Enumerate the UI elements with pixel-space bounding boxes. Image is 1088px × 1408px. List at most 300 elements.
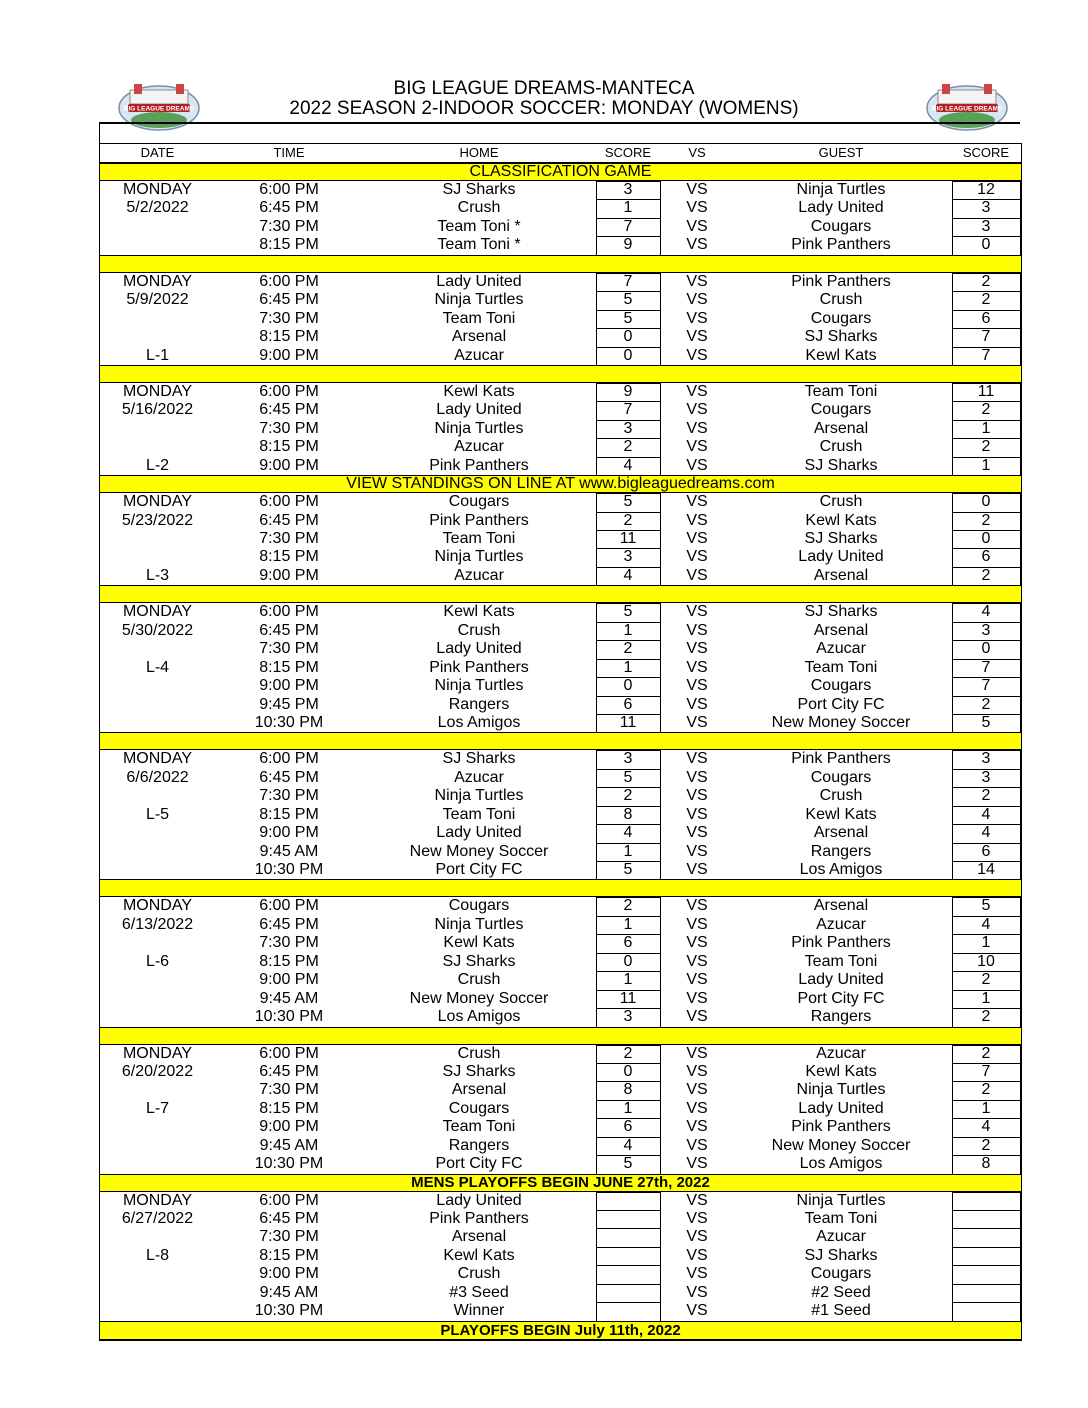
guest-score-cell: 1: [981, 1099, 991, 1117]
column-header-home: HOME: [459, 145, 499, 160]
guest-team-cell: New Money Soccer: [771, 713, 911, 731]
guest-team-cell: Pink Panthers: [791, 750, 891, 768]
guest-score-cell: 3: [981, 217, 991, 235]
guest-score-cell: 2: [981, 1008, 991, 1026]
game-row: [100, 347, 1021, 365]
time-cell: 6:00 PM: [259, 493, 319, 511]
vs-cell: VS: [686, 695, 708, 713]
date-cell: 6/20/2022: [121, 1062, 194, 1080]
home-score-cell: 2: [623, 438, 633, 456]
game-row: [100, 990, 1021, 1008]
date-cell: 5/2/2022: [126, 199, 189, 217]
vs-cell: VS: [686, 640, 708, 658]
date-cell: 5/23/2022: [121, 511, 194, 529]
home-score-cell: 6: [623, 1118, 633, 1136]
home-team-cell: Ninja Turtles: [434, 677, 524, 695]
vs-cell: VS: [686, 309, 708, 327]
home-team-cell: Team Toni: [442, 805, 516, 823]
vs-cell: VS: [686, 1228, 708, 1246]
page-title: BIG LEAGUE DREAMS-MANTECA: [393, 78, 695, 99]
guest-score-box: [952, 1210, 1021, 1229]
guest-score-box: [952, 1192, 1021, 1211]
date-cell: L-4: [145, 658, 170, 676]
section-banner: [100, 879, 1021, 897]
section-banner: VIEW STANDINGS ON LINE AT www.bigleaguedreams.com: [100, 475, 1021, 493]
home-team-cell: Ninja Turtles: [434, 787, 524, 805]
guest-score-cell: 5: [981, 897, 991, 915]
home-score-cell: 1: [623, 199, 633, 217]
vs-cell: VS: [686, 713, 708, 731]
guest-score-cell: 1: [981, 934, 991, 952]
date-cell: 5/30/2022: [121, 621, 194, 639]
home-team-cell: Kewl Kats: [443, 382, 515, 400]
guest-score-cell: 0: [981, 493, 991, 511]
time-cell: 8:15 PM: [259, 952, 319, 970]
time-cell: 7:30 PM: [259, 530, 319, 547]
vs-cell: VS: [686, 1008, 708, 1026]
date-cell: L-1: [145, 346, 170, 364]
guest-score-cell: 0: [981, 530, 991, 547]
home-score-box: [596, 1210, 661, 1229]
vs-cell: VS: [686, 181, 708, 198]
guest-team-cell: Team Toni: [804, 658, 878, 676]
home-score-cell: 7: [623, 401, 633, 419]
time-cell: 6:00 PM: [259, 750, 319, 768]
home-score-cell: 9: [623, 382, 633, 400]
guest-score-box: [952, 1265, 1021, 1284]
game-row: [100, 806, 1021, 824]
time-cell: 9:45 PM: [259, 695, 319, 713]
time-cell: 6:45 PM: [259, 291, 319, 309]
time-cell: 6:45 PM: [259, 199, 319, 217]
home-team-cell: Los Amigos: [437, 713, 521, 731]
vs-cell: VS: [686, 401, 708, 419]
game-row: [100, 640, 1021, 658]
guest-team-cell: Kewl Kats: [805, 511, 877, 529]
guest-team-cell: Azucar: [816, 1228, 866, 1246]
home-score-cell: 2: [623, 897, 633, 915]
home-team-cell: Team Toni: [442, 530, 516, 547]
home-score-cell: 1: [623, 1099, 633, 1117]
guest-team-cell: Cougars: [810, 401, 872, 419]
vs-cell: VS: [686, 1118, 708, 1136]
home-score-cell: 5: [623, 861, 633, 878]
game-row: [100, 696, 1021, 714]
vs-cell: VS: [686, 1136, 708, 1154]
guest-score-box: [952, 1228, 1021, 1247]
home-team-cell: New Money Soccer: [409, 989, 549, 1007]
game-row: [100, 824, 1021, 842]
home-score-cell: 3: [623, 1008, 633, 1026]
home-team-cell: Port City FC: [435, 861, 523, 878]
game-row: [100, 236, 1021, 254]
home-team-cell: Port City FC: [435, 1155, 523, 1173]
game-row: [100, 512, 1021, 530]
home-score-cell: 8: [623, 805, 633, 823]
vs-cell: VS: [686, 768, 708, 786]
vs-cell: VS: [686, 1246, 708, 1264]
guest-score-cell: 2: [981, 695, 991, 713]
vs-cell: VS: [686, 971, 708, 989]
column-header-time: TIME: [273, 145, 305, 160]
logo-text-right: BIG LEAGUE DREAMS: [931, 105, 1003, 113]
home-score-cell: 5: [623, 768, 633, 786]
date-cell: L-6: [145, 952, 170, 970]
guest-score-cell: 3: [981, 199, 991, 217]
home-team-cell: #3 Seed: [449, 1283, 509, 1301]
logo-text-left: BIG LEAGUE DREAMS: [123, 105, 195, 113]
guest-score-cell: 4: [981, 805, 991, 823]
vs-cell: VS: [686, 328, 708, 346]
guest-team-cell: Kewl Kats: [805, 805, 877, 823]
home-team-cell: Arsenal: [451, 1228, 507, 1246]
home-team-cell: Cougars: [448, 1099, 510, 1117]
time-cell: 6:45 PM: [259, 1210, 319, 1227]
game-row: [100, 181, 1021, 199]
time-cell: 6:00 PM: [259, 1191, 319, 1209]
home-team-cell: Team Toni: [442, 309, 516, 327]
home-score-cell: 4: [623, 1136, 633, 1154]
column-header-row: [100, 143, 1021, 163]
time-cell: 6:00 PM: [259, 181, 319, 198]
guest-score-cell: 2: [981, 401, 991, 419]
game-row: [100, 1118, 1021, 1136]
date-cell: 6/6/2022: [126, 768, 189, 786]
guest-team-cell: Lady United: [798, 199, 884, 217]
vs-cell: VS: [686, 199, 708, 217]
game-row: [100, 1210, 1021, 1228]
game-row: [100, 787, 1021, 805]
guest-team-cell: Team Toni: [804, 382, 878, 400]
guest-score-box: [952, 1302, 1021, 1321]
guest-score-box: [952, 1247, 1021, 1266]
guest-team-cell: Los Amigos: [799, 1155, 883, 1173]
game-row: [100, 916, 1021, 934]
time-cell: 8:15 PM: [259, 438, 319, 456]
guest-team-cell: Crush: [819, 493, 863, 511]
guest-team-cell: Los Amigos: [799, 861, 883, 878]
vs-cell: VS: [686, 346, 708, 364]
guest-team-cell: Kewl Kats: [805, 1062, 877, 1080]
home-team-cell: Azucar: [454, 438, 504, 456]
vs-cell: VS: [686, 824, 708, 842]
game-row: [100, 438, 1021, 456]
time-cell: 9:00 PM: [259, 971, 319, 989]
guest-team-cell: SJ Sharks: [804, 328, 878, 346]
vs-cell: VS: [686, 511, 708, 529]
vs-cell: VS: [686, 621, 708, 639]
home-team-cell: Ninja Turtles: [434, 915, 524, 933]
guest-team-cell: Crush: [819, 787, 863, 805]
guest-score-cell: 3: [981, 768, 991, 786]
guest-score-cell: 2: [981, 511, 991, 529]
time-cell: 10:30 PM: [254, 861, 324, 878]
home-score-cell: 6: [623, 695, 633, 713]
vs-cell: VS: [686, 658, 708, 676]
guest-score-cell: 7: [981, 328, 991, 346]
guest-team-cell: Port City FC: [797, 989, 885, 1007]
guest-team-cell: New Money Soccer: [771, 1136, 911, 1154]
guest-score-cell: 4: [981, 824, 991, 842]
time-cell: 6:00 PM: [259, 897, 319, 915]
guest-team-cell: Pink Panthers: [791, 934, 891, 952]
guest-score-cell: 2: [981, 291, 991, 309]
vs-cell: VS: [686, 217, 708, 235]
home-score-cell: 11: [619, 530, 637, 547]
date-cell: L-3: [145, 566, 170, 584]
top-rule: [99, 122, 1020, 124]
time-cell: 7:30 PM: [259, 1228, 319, 1246]
home-team-cell: Pink Panthers: [429, 456, 529, 474]
guest-team-cell: Arsenal: [813, 566, 869, 584]
game-row: [100, 273, 1021, 291]
guest-team-cell: Cougars: [810, 309, 872, 327]
home-team-cell: SJ Sharks: [442, 1062, 516, 1080]
date-cell: MONDAY: [122, 1191, 193, 1209]
game-row: [100, 420, 1021, 438]
home-team-cell: Winner: [453, 1302, 505, 1320]
home-team-cell: Ninja Turtles: [434, 548, 524, 566]
guest-team-cell: Cougars: [810, 677, 872, 695]
guest-score-cell: 0: [981, 640, 991, 658]
home-score-cell: 1: [623, 621, 633, 639]
game-row: [100, 401, 1021, 419]
home-team-cell: Azucar: [454, 566, 504, 584]
vs-cell: VS: [686, 934, 708, 952]
home-score-cell: 1: [623, 658, 633, 676]
vs-cell: VS: [686, 750, 708, 768]
game-row: [100, 1284, 1021, 1302]
guest-score-cell: 2: [981, 438, 991, 456]
date-cell: L-7: [145, 1099, 170, 1117]
home-team-cell: Ninja Turtles: [434, 419, 524, 437]
vs-cell: VS: [686, 1265, 708, 1283]
vs-cell: VS: [686, 1191, 708, 1209]
time-cell: 9:00 PM: [259, 677, 319, 695]
game-row: [100, 1137, 1021, 1155]
time-cell: 7:30 PM: [259, 309, 319, 327]
guest-team-cell: Cougars: [810, 217, 872, 235]
time-cell: 6:45 PM: [259, 511, 319, 529]
guest-team-cell: Lady United: [798, 548, 884, 566]
time-cell: 9:45 AM: [259, 1136, 319, 1154]
guest-team-cell: Rangers: [810, 842, 872, 860]
guest-score-cell: 7: [981, 1062, 991, 1080]
guest-team-cell: SJ Sharks: [804, 456, 878, 474]
guest-score-cell: 3: [981, 621, 991, 639]
vs-cell: VS: [686, 861, 708, 878]
guest-score-cell: 7: [981, 346, 991, 364]
column-header-guest-score: SCORE: [962, 145, 1010, 160]
game-row: [100, 677, 1021, 695]
home-score-cell: 2: [623, 1044, 633, 1062]
vs-cell: VS: [686, 952, 708, 970]
home-team-cell: Arsenal: [451, 1081, 507, 1099]
home-score-cell: 6: [623, 934, 633, 952]
vs-cell: VS: [686, 1099, 708, 1117]
date-cell: MONDAY: [122, 897, 193, 915]
home-score-cell: 5: [623, 1155, 633, 1173]
section-banner: [100, 585, 1021, 603]
date-cell: MONDAY: [122, 181, 193, 198]
vs-cell: VS: [686, 915, 708, 933]
guest-team-cell: Pink Panthers: [791, 272, 891, 290]
vs-cell: VS: [686, 1210, 708, 1227]
home-team-cell: Pink Panthers: [429, 658, 529, 676]
vs-cell: VS: [686, 1081, 708, 1099]
game-row: [100, 1100, 1021, 1118]
vs-cell: VS: [686, 1062, 708, 1080]
time-cell: 6:45 PM: [259, 915, 319, 933]
guest-score-cell: 0: [981, 236, 991, 254]
home-score-box: [596, 1192, 661, 1211]
guest-score-cell: 6: [981, 548, 991, 566]
date-cell: MONDAY: [122, 382, 193, 400]
game-row: [100, 1045, 1021, 1063]
game-row: [100, 603, 1021, 621]
home-team-cell: Cougars: [448, 493, 510, 511]
guest-score-cell: 4: [981, 915, 991, 933]
game-row: [100, 1228, 1021, 1246]
home-score-cell: 4: [623, 824, 633, 842]
guest-team-cell: Ninja Turtles: [796, 1191, 886, 1209]
game-row: [100, 1265, 1021, 1283]
date-cell: 5/9/2022: [126, 291, 189, 309]
guest-score-cell: 2: [981, 1136, 991, 1154]
time-cell: 6:45 PM: [259, 401, 319, 419]
home-score-cell: 7: [623, 217, 633, 235]
home-score-cell: 3: [623, 750, 633, 768]
time-cell: 8:15 PM: [259, 1246, 319, 1264]
home-team-cell: Azucar: [454, 768, 504, 786]
home-score-cell: 5: [623, 493, 633, 511]
guest-team-cell: Arsenal: [813, 824, 869, 842]
time-cell: 8:15 PM: [259, 328, 319, 346]
column-header-home-score: SCORE: [604, 145, 652, 160]
home-team-cell: Lady United: [436, 272, 522, 290]
guest-team-cell: Team Toni: [804, 952, 878, 970]
home-score-box: [596, 1247, 661, 1266]
home-team-cell: Crush: [457, 199, 501, 217]
home-team-cell: Team Toni: [442, 1118, 516, 1136]
home-team-cell: Team Toni *: [437, 236, 521, 254]
home-score-box: [596, 1302, 661, 1321]
guest-team-cell: Rangers: [810, 1008, 872, 1026]
guest-team-cell: Kewl Kats: [805, 346, 877, 364]
guest-score-cell: 2: [981, 566, 991, 584]
section-banner: [100, 732, 1021, 750]
home-score-cell: 4: [623, 456, 633, 474]
section-banner: [100, 365, 1021, 383]
game-row: [100, 328, 1021, 346]
game-row: [100, 567, 1021, 585]
home-score-cell: 2: [623, 787, 633, 805]
section-banner: CLASSIFICATION GAME: [100, 163, 1021, 181]
time-cell: 9:45 AM: [259, 1283, 319, 1301]
section-banner: MENS PLAYOFFS BEGIN JUNE 27th, 2022: [100, 1174, 1021, 1192]
guest-team-cell: Cougars: [810, 1265, 872, 1283]
time-cell: 9:45 AM: [259, 989, 319, 1007]
time-cell: 6:45 PM: [259, 1062, 319, 1080]
home-score-cell: 3: [623, 181, 633, 198]
game-row: [100, 1247, 1021, 1265]
vs-cell: VS: [686, 548, 708, 566]
left-rule: [99, 122, 100, 144]
date-cell: 6/13/2022: [121, 915, 194, 933]
time-cell: 9:45 AM: [259, 842, 319, 860]
guest-team-cell: Pink Panthers: [791, 236, 891, 254]
guest-team-cell: Lady United: [798, 971, 884, 989]
home-team-cell: Lady United: [436, 401, 522, 419]
guest-team-cell: Arsenal: [813, 419, 869, 437]
game-row: [100, 530, 1021, 548]
home-team-cell: Crush: [457, 621, 501, 639]
section-banner: [100, 1027, 1021, 1045]
game-row: [100, 750, 1021, 768]
guest-score-cell: 1: [981, 419, 991, 437]
guest-score-cell: 2: [981, 971, 991, 989]
home-score-cell: 8: [623, 1081, 633, 1099]
guest-team-cell: Azucar: [816, 640, 866, 658]
date-cell: MONDAY: [122, 1044, 193, 1062]
home-score-cell: 0: [623, 952, 633, 970]
game-row: [100, 218, 1021, 236]
guest-team-cell: Azucar: [816, 915, 866, 933]
column-header-guest: GUEST: [818, 145, 864, 160]
home-team-cell: SJ Sharks: [442, 750, 516, 768]
game-row: [100, 861, 1021, 879]
guest-team-cell: Arsenal: [813, 897, 869, 915]
guest-score-cell: 8: [981, 1155, 991, 1173]
guest-score-cell: 5: [981, 713, 991, 731]
home-score-box: [596, 1228, 661, 1247]
guest-score-cell: 2: [981, 787, 991, 805]
home-score-cell: 5: [623, 291, 633, 309]
guest-team-cell: #2 Seed: [811, 1283, 871, 1301]
home-score-cell: 1: [623, 915, 633, 933]
game-row: [100, 769, 1021, 787]
time-cell: 6:45 PM: [259, 621, 319, 639]
vs-cell: VS: [686, 1044, 708, 1062]
vs-cell: VS: [686, 456, 708, 474]
time-cell: 10:30 PM: [254, 713, 324, 731]
home-team-cell: Lady United: [436, 824, 522, 842]
guest-team-cell: Team Toni: [804, 1210, 878, 1227]
home-team-cell: Arsenal: [451, 328, 507, 346]
game-row: [100, 934, 1021, 952]
game-row: [100, 457, 1021, 475]
vs-cell: VS: [686, 989, 708, 1007]
game-row: [100, 493, 1021, 511]
column-header-date: DATE: [140, 145, 175, 160]
game-row: [100, 548, 1021, 566]
guest-score-cell: 10: [977, 952, 995, 970]
vs-cell: VS: [686, 438, 708, 456]
time-cell: 6:00 PM: [259, 272, 319, 290]
date-cell: L-2: [145, 456, 170, 474]
time-cell: 10:30 PM: [254, 1008, 324, 1026]
vs-cell: VS: [686, 272, 708, 290]
game-row: [100, 1192, 1021, 1210]
time-cell: 9:00 PM: [259, 456, 319, 474]
guest-score-cell: 6: [981, 842, 991, 860]
vs-cell: VS: [686, 530, 708, 547]
time-cell: 9:00 PM: [259, 566, 319, 584]
home-team-cell: Kewl Kats: [443, 603, 515, 621]
game-row: [100, 971, 1021, 989]
home-team-cell: Pink Panthers: [429, 1210, 529, 1227]
home-score-cell: 4: [623, 566, 633, 584]
